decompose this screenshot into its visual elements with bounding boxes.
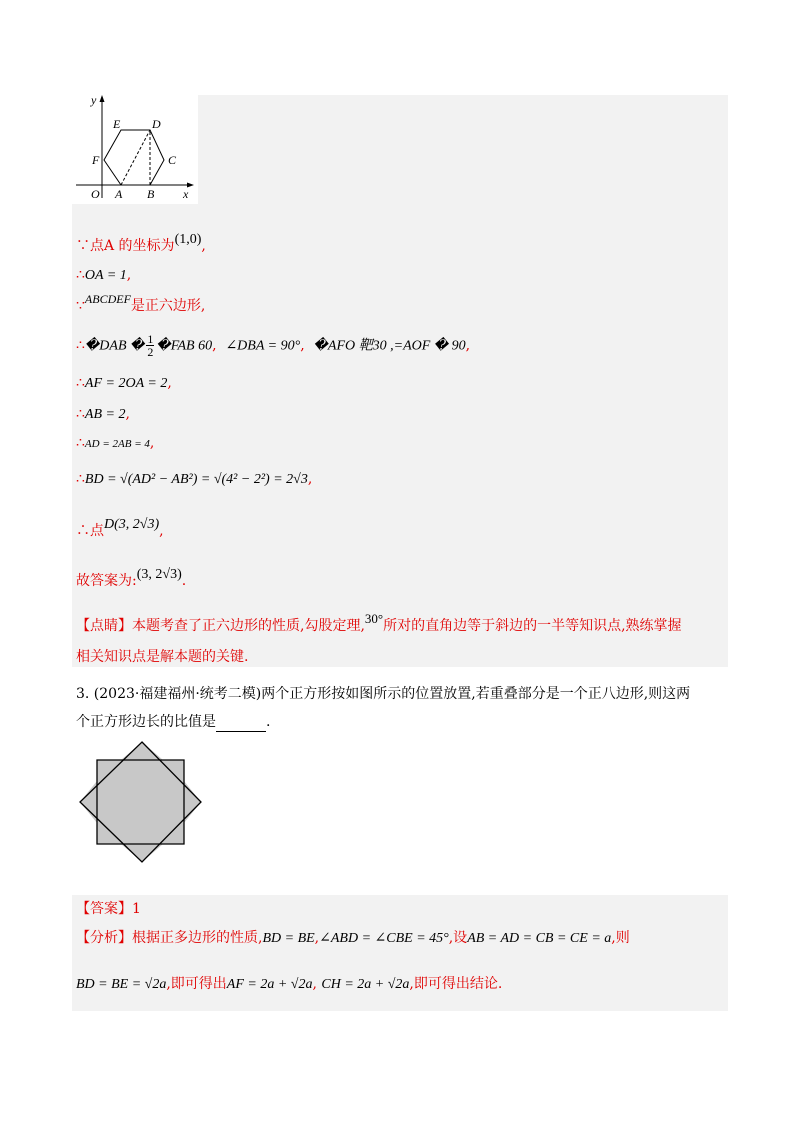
text: ,	[125, 406, 130, 422]
solution-line-3	[76, 292, 206, 315]
math: AB = 2	[84, 407, 126, 422]
solution-line-7	[76, 434, 154, 453]
text: ,则	[611, 930, 630, 946]
label-f: F	[92, 153, 100, 167]
text: ,	[159, 523, 164, 539]
text: ,	[167, 375, 172, 391]
question-3-line-2	[76, 712, 270, 732]
math: ABCDEF	[84, 292, 131, 306]
text: ,	[300, 337, 305, 354]
y-axis-arrow	[100, 95, 105, 102]
math: 30°	[364, 611, 384, 626]
label-x: x	[183, 187, 189, 201]
text: 是正六边形,	[130, 298, 206, 314]
text: 本题考查了正六边形的性质,勾股定理,	[132, 618, 365, 634]
text: ∴	[76, 267, 85, 283]
text: ∴	[76, 435, 85, 451]
text: ∴	[76, 375, 85, 391]
text: ,设	[448, 930, 468, 946]
solution-line-2	[76, 266, 131, 285]
math: AF = 2OA = 2	[84, 376, 168, 391]
text: ,	[465, 337, 471, 354]
hexagon-coordinate-figure	[72, 92, 198, 204]
text: ,	[212, 337, 217, 354]
math: (3, 2√3)	[136, 567, 182, 582]
math: AD = 2AB = 4	[84, 438, 150, 450]
answer-line	[76, 900, 141, 918]
text: 相关知识点是解本题的关键.	[76, 649, 249, 665]
text: ∴	[76, 337, 85, 354]
text: ∴	[76, 406, 85, 422]
label-a: A	[115, 187, 123, 201]
label-y: y	[91, 93, 97, 107]
solution-line-5	[76, 374, 172, 393]
question-3-line-1	[76, 684, 690, 704]
text: ,	[126, 267, 132, 283]
label-b: B	[147, 187, 155, 201]
math: �DAB �	[84, 338, 145, 354]
frac-den: 2	[147, 345, 154, 359]
fraction	[146, 333, 154, 358]
text: 个正方形边长的比值是	[76, 714, 216, 730]
solution-line-6	[76, 405, 130, 424]
text: ∵	[76, 298, 85, 314]
two-squares-figure	[76, 740, 208, 864]
text: 故答案为:	[76, 573, 137, 589]
math: BD = BE	[262, 931, 315, 946]
math: AB = AD = CB = CE = a	[467, 931, 612, 946]
solution-line-8	[76, 468, 312, 491]
math: (1,0)	[174, 232, 202, 247]
text: ,	[149, 435, 155, 451]
frac-num: 1	[147, 332, 154, 346]
segment-ad	[121, 130, 150, 185]
text: ,	[201, 238, 206, 254]
label-c: C	[168, 153, 177, 167]
math: AF = 2a + √2a	[226, 977, 313, 992]
answer-tag: 【答案】	[76, 901, 132, 917]
answer-value: 1	[132, 901, 141, 917]
comment-tag: 【点睛】	[76, 618, 132, 634]
text: ∵点A 的坐标为	[76, 238, 175, 254]
solution-line-9	[76, 517, 164, 541]
text: ∴点	[76, 523, 104, 539]
math: BD = √(AD² − AB²) = √(4² − 2²) = 2√3	[84, 472, 308, 487]
text: 3. (2023·福建福州·统考二模)两个正方形按如图所示的位置放置,若重叠部分是一个正八边形,则这两	[76, 686, 691, 702]
text: ,	[307, 471, 313, 487]
text: 所对的直角边等于斜边的一半等知识点,熟练掌握	[383, 618, 682, 634]
text: .	[266, 714, 271, 730]
label-d: D	[152, 117, 161, 131]
text: ,即可得出结论.	[409, 976, 503, 992]
math: D(3, 2√3)	[104, 517, 160, 532]
analysis-line-2	[76, 975, 502, 994]
hexagon-shape	[104, 130, 164, 185]
solution-line-4	[76, 333, 470, 359]
analysis-tag: 【分析】	[76, 930, 132, 946]
text: 根据正多边形的性质,	[132, 930, 263, 946]
math: ∠ABD = ∠CBE = 45°	[319, 931, 449, 946]
text: ,	[312, 976, 317, 992]
text: ∴	[76, 471, 85, 487]
math: �FAB 60	[156, 338, 213, 354]
analysis-line-1	[76, 929, 630, 948]
label-e: E	[113, 117, 121, 131]
label-o: O	[91, 187, 100, 201]
math: BD = BE = √2a	[76, 977, 167, 992]
text: ,即可得出	[166, 976, 227, 992]
answer-blank	[216, 717, 266, 732]
comment-line-2	[76, 648, 248, 666]
math: CH = 2a + √2a	[321, 977, 410, 992]
solution-line-1	[76, 232, 206, 256]
solution-line-10	[76, 567, 187, 591]
text: .	[181, 573, 187, 589]
text: ,	[314, 930, 320, 946]
math: OA = 1	[84, 268, 127, 283]
math: �AFO 靶30 ,=AOF � 90	[313, 338, 466, 354]
math: ∠DBA = 90°	[225, 338, 301, 354]
comment-line-1	[76, 611, 682, 635]
